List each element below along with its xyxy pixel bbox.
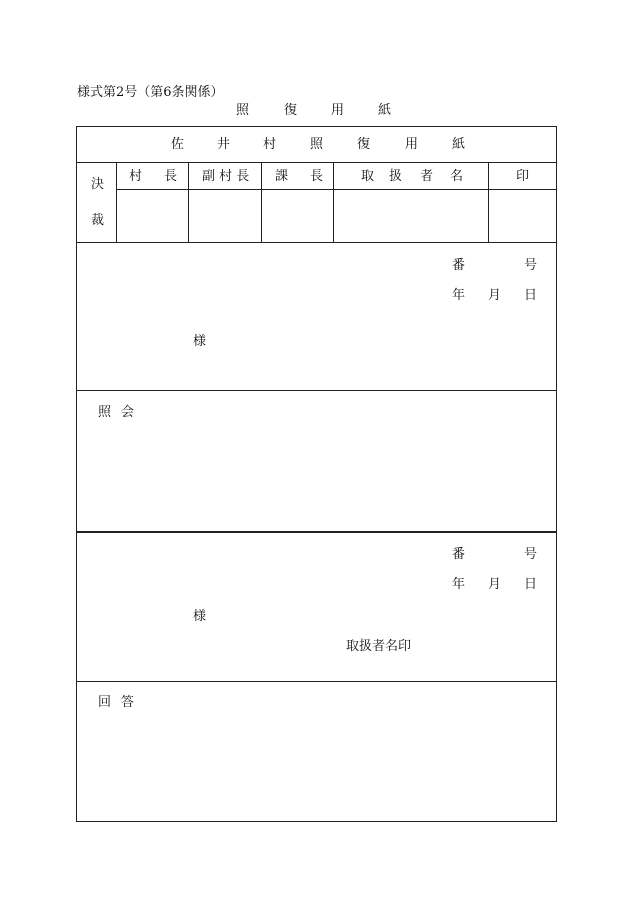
date-label: 年 (452, 288, 466, 303)
divider (188, 162, 189, 242)
divider (76, 242, 557, 243)
header-char: 村 (263, 137, 277, 152)
divider (116, 162, 117, 242)
date-label: 年 (452, 577, 466, 592)
title-char: 用 (331, 103, 345, 118)
date-label: 月 (488, 577, 502, 592)
header-char: 井 (217, 137, 231, 152)
addressee-suffix: 様 (193, 609, 207, 624)
inquiry-label: 照 (98, 405, 112, 420)
date-label: 日 (524, 577, 538, 592)
number-label: 号 (524, 547, 538, 562)
addressee-suffix: 様 (193, 334, 207, 349)
handler-seal-label: 取扱者名印 (346, 639, 412, 654)
header-char: 用 (405, 137, 419, 152)
header-char: 照 (310, 137, 324, 152)
header-char: 佐 (171, 137, 185, 152)
number-label: 番 (452, 547, 466, 562)
divider (333, 162, 334, 242)
reply-label: 回 (98, 695, 112, 710)
divider (76, 390, 557, 391)
approval-label: 決 (91, 177, 105, 192)
number-label: 号 (524, 258, 538, 273)
inquiry-label: 会 (121, 405, 135, 420)
date-label: 月 (488, 288, 502, 303)
divider (488, 162, 489, 242)
approval-label: 裁 (91, 213, 105, 228)
col-handler: 取 (361, 169, 375, 184)
col-seal: 印 (516, 169, 530, 184)
form-label: 様式第2号（第6条関係） (77, 85, 224, 100)
divider (76, 681, 557, 682)
divider (261, 162, 262, 242)
col-section-chief: 長 (310, 169, 324, 184)
lower-form-frame (76, 532, 557, 822)
reply-label: 答 (121, 695, 135, 710)
col-handler: 者 (420, 169, 434, 184)
title-char: 照 (236, 103, 250, 118)
header-char: 復 (357, 137, 371, 152)
divider (116, 189, 557, 190)
date-label: 日 (524, 288, 538, 303)
col-handler: 名 (450, 169, 464, 184)
upper-form-frame (76, 126, 557, 532)
col-section-chief: 課 (275, 169, 289, 184)
col-handler: 扱 (389, 169, 403, 184)
col-village-head: 長 (164, 169, 178, 184)
col-village-head: 村 (129, 169, 143, 184)
divider (76, 162, 557, 163)
col-deputy-head: 副 村 長 (202, 169, 250, 184)
number-label: 番 (452, 258, 466, 273)
header-char: 紙 (452, 137, 466, 152)
title-char: 復 (284, 103, 298, 118)
title-char: 紙 (378, 103, 392, 118)
